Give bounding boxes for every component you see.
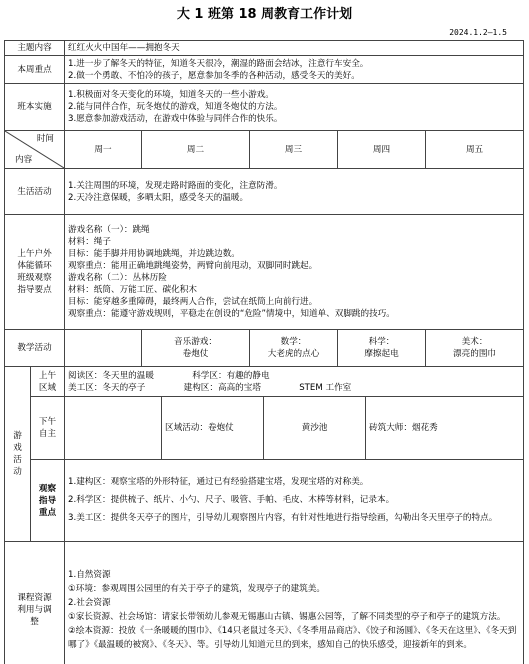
outdoor-label-line: 体能循环 <box>17 261 52 271</box>
outdoor-label-line: 指导要点 <box>17 285 52 295</box>
row-theme <box>5 41 524 56</box>
resources-line: ②绘本资源：投放《一条暖暖的围巾》、《14只老鼠过冬天》、《冬季用品商店》、《饺子和汤圆》、《冬天在这里》、《冬天到哪了》《最温暖的被窝》、《冬天》、等。引导幼儿知道元旦的到来，感知自己的快乐感受，迎接新年的到来。 <box>68 625 517 650</box>
game-observe-line: 2.科学区：提供梳子、纸片、小勺、尺子、吸管、手帕、毛皮、木棒等材料，记录本。 <box>68 495 395 505</box>
date-range: 2024.1.2—1.5 <box>449 28 507 37</box>
class-impl-line: 3.愿意参加游戏活动，在游戏中体验与同伴合作的快乐。 <box>68 114 283 124</box>
plan-table <box>4 40 524 664</box>
weekly-focus-line: 1.进一步了解冬天的特征，知道冬天很冷，潮湿的路面会结冰，注意行车安全。 <box>68 58 369 69</box>
weekly-focus-content <box>65 56 524 84</box>
game-observe-label-line: 指导 <box>38 495 57 506</box>
row-week-header <box>5 131 524 169</box>
row-outdoor <box>5 215 524 330</box>
outdoor-label-line: 上午户外 <box>17 249 52 259</box>
row-weekly-focus <box>5 56 524 84</box>
weekly-focus-label: 本周重点 <box>5 56 65 84</box>
header-diagonal-line <box>5 131 64 168</box>
daily-life-content <box>65 169 524 215</box>
day-friday: 周五 <box>426 131 524 169</box>
teaching-name: 卷炮仗 <box>182 349 209 359</box>
class-impl-label: 班本实施 <box>5 84 65 131</box>
resources-label-line: 利用与调 <box>17 604 52 615</box>
resources-line: ①环境：参观周围公园里的有关于亭子的建筑，发现亭子的建筑美。 <box>68 583 325 594</box>
class-impl-line: 1.积极面对冬天变化的环境，知道冬天的一些小游戏。 <box>68 90 274 100</box>
daily-life-line: 1.关注周围的环境，发现走路时路面的变化，注意防滑。 <box>68 180 283 191</box>
game-observe-label-line: 重点 <box>38 507 57 518</box>
row-game-observe <box>5 460 524 542</box>
row-daily-life <box>5 169 524 215</box>
theme-value: 红红火火中国年——拥抱冬天 <box>65 41 524 56</box>
teaching-subject: 美术： <box>461 337 488 347</box>
header-corner <box>5 131 65 169</box>
game-observe-label-line: 观察 <box>38 483 57 494</box>
game-afternoon-cell: 砖筑大师：烟花秀 <box>366 397 524 460</box>
day-tuesday: 周二 <box>142 131 250 169</box>
teaching-name: 大老虎的点心 <box>267 349 320 359</box>
game-morning-content <box>65 367 524 397</box>
day-wednesday: 周三 <box>250 131 338 169</box>
resources-line: 1.自然资源 <box>68 569 111 580</box>
game-afternoon-label <box>31 397 65 460</box>
resources-content <box>65 542 524 664</box>
theme-label: 主题内容 <box>5 41 65 56</box>
outdoor-line: 游戏名称（二）：丛林历险 <box>68 273 167 283</box>
teaching-name: 漂亮的围巾 <box>453 349 497 359</box>
games-label <box>5 367 31 542</box>
outdoor-line: 观察重点：能用正确地跳绳姿势，两臂向前甩动，双脚同时跳起。 <box>68 261 318 271</box>
header-time-label: 时间 <box>36 134 55 144</box>
daily-life-label: 生活活动 <box>5 169 65 215</box>
row-teaching <box>5 330 524 367</box>
game-morning-label <box>31 367 65 397</box>
weekly-focus-line: 2.做一个勇敢、不怕冷的孩子，愿意参加冬季的各种活动，感受冬天的美好。 <box>68 70 360 81</box>
header-content-label: 内容 <box>15 155 33 165</box>
game-afternoon-cell: 区域活动：卷炮仗 <box>162 397 264 460</box>
game-observe-line: 3.美工区：提供冬天亭子的图片，引导幼儿观察图片内容，有针对性地进行指导绘画，勾勒出冬天里亭子的特点。 <box>68 513 498 523</box>
teaching-name: 摩擦起电 <box>364 349 399 359</box>
resources-label-line: 整 <box>30 616 39 627</box>
outdoor-label-line: 班级观察 <box>17 273 52 283</box>
resources-label-line: 课程资源 <box>17 592 52 603</box>
teaching-subject: 科学： <box>368 337 395 347</box>
teaching-item-math <box>250 330 338 367</box>
resources-line: ①家长资源、社会场馆：请家长带领幼儿参观无锡惠山古镇、锡惠公园等，了解不同类型的亭子和亭子的建筑方法。 <box>68 611 506 622</box>
game-afternoon-cell: 黄沙池 <box>264 397 366 460</box>
game-afternoon-monday-empty <box>65 397 162 460</box>
page-title: 大 1 班第 18 周教育工作计划 <box>176 7 353 22</box>
outdoor-line: 目标：能手脚并用协调地跳绳，并边跳边数。 <box>68 249 240 259</box>
resources-line: 2.社会资源 <box>68 597 111 608</box>
teaching-subject: 音乐游戏： <box>174 337 217 347</box>
daily-life-line: 2.天冷注意保暖，多晒太阳，感受冬天的温暖。 <box>68 192 249 203</box>
game-morning-label-line: 区域 <box>38 382 57 393</box>
outdoor-line: 游戏名称（一）：跳绳 <box>68 225 150 235</box>
game-afternoon-label-line: 下午 <box>38 417 57 427</box>
game-morning-line: 美工区：冬天的亭子 建构区：高高的宝塔 STEM 工作室 <box>68 382 352 393</box>
outdoor-line: 材料：纸筒、万能工匠、碳化积木 <box>68 285 197 295</box>
game-observe-label <box>31 460 65 542</box>
games-label-char: 动 <box>13 467 22 477</box>
day-monday: 周一 <box>65 131 142 169</box>
outdoor-label <box>5 215 65 330</box>
game-observe-line: 1.建构区：观察宝塔的外形特征，通过已有经验搭建宝塔，发现宝塔的对称美。 <box>68 477 369 487</box>
teaching-label: 教学活动 <box>5 330 65 367</box>
day-thursday: 周四 <box>338 131 426 169</box>
outdoor-line: 材料：绳子 <box>68 237 111 247</box>
teaching-item-art <box>426 330 524 367</box>
row-game-afternoon <box>5 397 524 460</box>
games-label-char: 戏 <box>13 443 22 453</box>
teaching-item-science <box>338 330 426 367</box>
game-morning-line: 阅读区：冬天里的温暖 科学区：有趣的静电 <box>68 370 270 381</box>
game-afternoon-label-line: 自主 <box>38 429 57 439</box>
teaching-monday-empty <box>65 330 142 367</box>
row-resources <box>5 542 524 664</box>
outdoor-line: 观察重点：能遵守游戏规则，平稳走在创设的“危险”情境中，知道单、双脚跳的技巧。 <box>68 309 395 319</box>
games-label-char: 游 <box>13 431 22 441</box>
class-impl-line: 2.能与同伴合作，玩冬炮仗的游戏，知道冬炮仗的方法。 <box>68 102 283 112</box>
game-observe-content <box>65 460 524 542</box>
outdoor-content <box>65 215 524 330</box>
games-label-char: 活 <box>13 455 22 465</box>
teaching-subject: 数学： <box>280 337 307 347</box>
teaching-item-music <box>142 330 250 367</box>
resources-label <box>5 542 65 664</box>
outdoor-line: 目标：能穿越多重障碍，最终两人合作，尝试在纸筒上向前行进。 <box>68 297 318 307</box>
row-game-morning <box>5 367 524 397</box>
game-morning-label-line: 上午 <box>38 370 57 381</box>
class-impl-content <box>65 84 524 131</box>
row-class-impl <box>5 84 524 131</box>
